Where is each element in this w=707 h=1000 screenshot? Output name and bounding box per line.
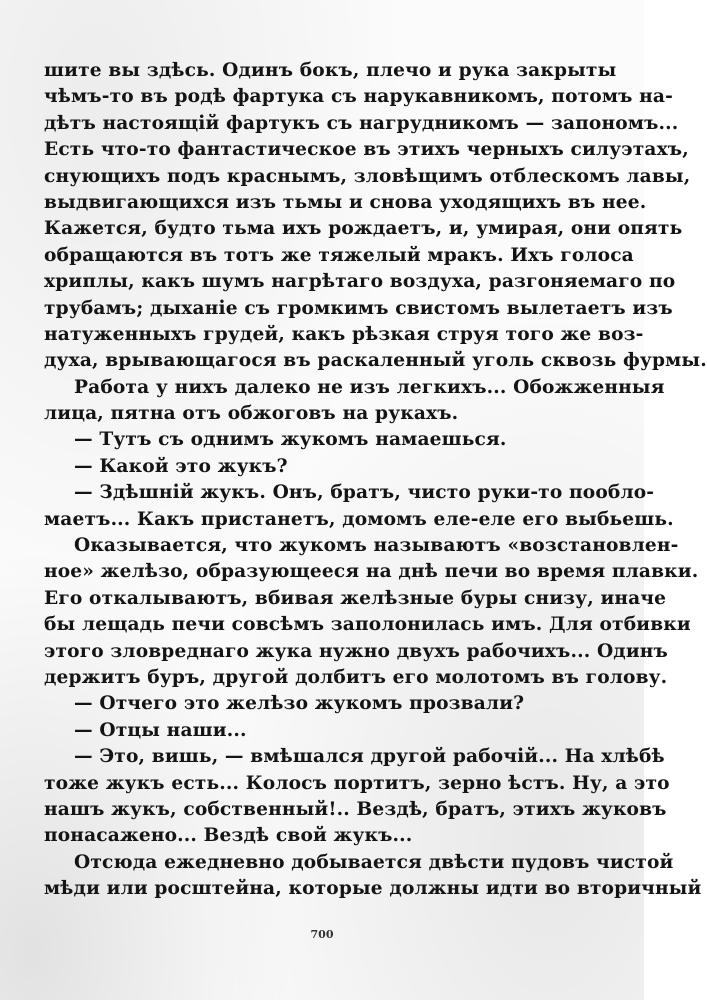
text-line: этого зловреднаго жука нужно двухъ рабочихъ... Одинъ <box>44 640 668 662</box>
text-line: тоже жукъ есть... Колосъ портитъ, зерно ѣстъ. Ну, а это <box>44 772 670 794</box>
text-line: держитъ буръ, другой долбитъ его молотомъ въ голову. <box>44 666 668 688</box>
text-line: нашъ жукъ, собственный!.. Вездѣ, братъ, этихъ жуковъ <box>44 798 667 820</box>
text-line: бы лещадь печи совсѣмъ заполонилась имъ. Для отбивки <box>44 614 691 636</box>
text-line: Отсюда ежедневно добывается двѣсти пудовъ чистой <box>74 851 674 873</box>
text-line: Есть что-то фантастическое въ этихъ черныхъ силуэтахъ, <box>44 139 689 161</box>
text-line: шите вы здѣсь. Одинъ бокъ, плечо и рука закрыты <box>44 60 617 81</box>
text-line: — Отчего это желѣзо жукомъ прозвали? <box>74 693 525 715</box>
text-line: — Отцы наши... <box>74 719 247 741</box>
text-line: обращаются въ тотъ же тяжелый мракъ. Ихъ голоса <box>44 244 634 266</box>
text-line: хриплы, какъ шумъ нагрѣтаго воздуха, разгоняемаго по <box>44 271 676 293</box>
text-line: ное» желѣзо, образующееся на днѣ печи во время плавки. <box>44 561 699 583</box>
text-line: натуженныхъ грудей, какъ рѣзкая струя того же воз- <box>44 323 644 345</box>
text-line: — Это, вишь, — вмѣшался другой рабочій... На хлѣбѣ <box>74 746 665 768</box>
text-line: дѣтъ настоящій фартукъ съ нагрудникомъ — запономъ... <box>44 112 679 134</box>
text-line: трубамъ; дыханіе съ громкимъ свистомъ вылетаетъ изъ <box>44 297 673 319</box>
body-text <box>44 58 707 903</box>
text-line: маетъ... Какъ пристанетъ, домомъ еле-еле его выбьешь. <box>44 508 674 530</box>
text-line: Работа у нихъ далеко не изъ легкихъ... Обожженныя <box>74 376 665 398</box>
text-line: лица, пятна отъ обжоговъ на рукахъ. <box>44 403 459 425</box>
page-number: 700 <box>310 928 334 941</box>
text-line: снующихъ подъ краснымъ, зловѣщимъ отблескомъ лавы, <box>44 165 691 187</box>
text-line: — Тутъ съ однимъ жукомъ намаешься. <box>74 429 507 451</box>
text-line: духа, врывающагося въ раскаленный уголь сквозь фурмы. <box>44 350 707 372</box>
text-line: Его откалываютъ, вбивая желѣзные буры снизу, иначе <box>44 587 667 609</box>
text-line: Кажется, будто тьма ихъ рождаетъ, и, умирая, они опять <box>44 218 683 240</box>
text-line: — Здѣшній жукъ. Онъ, братъ, чисто руки-то пообло- <box>74 482 655 504</box>
text-line: выдвигающихся изъ тьмы и снова уходящихъ въ нее. <box>44 191 647 213</box>
text-line: чѣмъ-то въ родѣ фартука съ нарукавникомъ, потомъ на- <box>44 86 674 108</box>
text-line: мѣди или росштейна, которые должны идти во вторичный <box>44 878 702 900</box>
text-line: — Какой это жукъ? <box>74 455 288 477</box>
text-line: понасажено... Вездѣ свой жукъ... <box>44 825 413 847</box>
text-line: Оказывается, что жукомъ называютъ «возстановлен- <box>74 535 679 557</box>
